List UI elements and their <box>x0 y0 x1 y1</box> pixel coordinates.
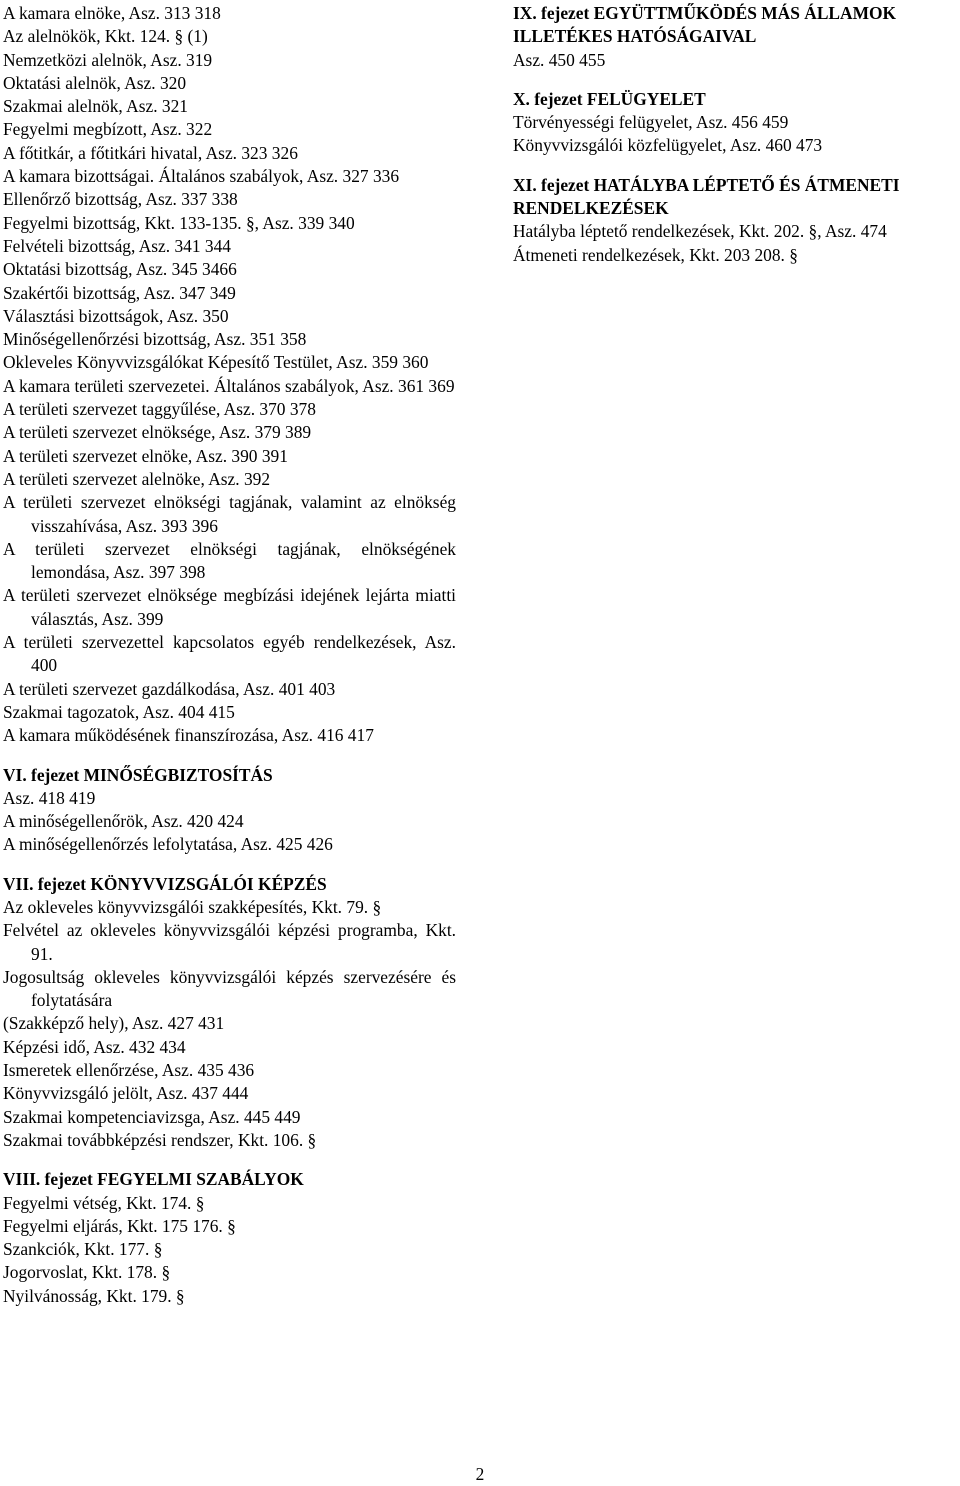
toc-entry: A területi szervezet elnöksége, Asz. 379 389 <box>3 422 312 443</box>
toc-entry: Az okleveles könyvvizsgálói szakképesítés, Kkt. 79. § <box>3 896 382 917</box>
toc-entry: A területi szervezet elnöke, Asz. 390 391 <box>3 445 288 466</box>
toc-entry: Ellenőrző bizottság, Asz. 337 338 <box>3 189 238 210</box>
section-x <box>513 88 958 158</box>
section-heading: VIII. fejezet FEGYELMI SZABÁLYOK <box>3 1169 304 1190</box>
toc-entry: Felvételi bizottság, Asz. 341 344 <box>3 235 231 256</box>
right-column <box>513 2 958 267</box>
toc-entry: A minőségellenőrzés lefolytatása, Asz. 425 426 <box>3 834 333 855</box>
section-ix <box>513 2 958 72</box>
toc-entry: Választási bizottságok, Asz. 350 <box>3 305 229 326</box>
toc-entry: Szakmai alelnök, Asz. 321 <box>3 96 188 117</box>
toc-entry: A területi szervezet elnökségi tagjának, valamint az elnökség visszahívása, Asz. 393 396 <box>3 492 456 536</box>
toc-entry: Fegyelmi megbízott, Asz. 322 <box>3 119 213 140</box>
toc-entry: Könyvvizsgáló jelölt, Asz. 437 444 <box>3 1083 249 1104</box>
toc-entry: Nyilvánosság, Kkt. 179. § <box>3 1285 185 1306</box>
toc-entry: A területi szervezet alelnöke, Asz. 392 <box>3 468 271 489</box>
toc-entry: Jogorvoslat, Kkt. 178. § <box>3 1262 171 1283</box>
toc-entry: Törvényességi felügyelet, Asz. 456 459 <box>513 112 789 133</box>
toc-entry: Szankciók, Kkt. 177. § <box>3 1239 163 1260</box>
toc-entry: Felvétel az okleveles könyvvizsgálói képzési programba, Kkt. 91. <box>3 920 456 964</box>
toc-entry: Szakmai tagozatok, Asz. 404 415 <box>3 701 235 722</box>
left-column <box>3 2 456 1308</box>
toc-entry: A kamara elnöke, Asz. 313 318 <box>3 3 221 23</box>
section-heading: IX. fejezet EGYÜTTMŰKÖDÉS MÁS ÁLLAMOK ILLETÉKES HATÓSÁGAIVAL <box>513 3 897 47</box>
toc-entry: Szakmai kompetenciavizsga, Asz. 445 449 <box>3 1106 301 1127</box>
section-vii <box>3 873 456 1153</box>
toc-entry: Szakértői bizottság, Asz. 347 349 <box>3 282 236 303</box>
toc-entry: Oktatási alelnök, Asz. 320 <box>3 72 187 93</box>
toc-entry: Jogosultság okleveles könyvvizsgálói képzés szervezésére és folytatására <box>3 966 456 1011</box>
toc-entry: A területi szervezet gazdálkodása, Asz. 401 403 <box>3 678 336 699</box>
section-vi <box>3 764 456 857</box>
toc-entry: A területi szervezet elnökségi tagjának, elnökségének lemondása, Asz. 397 398 <box>3 538 456 583</box>
toc-entry: A kamara bizottságai. Általános szabályok, Asz. 327 336 <box>3 166 400 187</box>
toc-entry: Szakmai továbbképzési rendszer, Kkt. 106. § <box>3 1129 317 1150</box>
toc-entry: A minőségellenőrök, Asz. 420 424 <box>3 811 244 832</box>
toc-entry: Képzési idő, Asz. 432 434 <box>3 1036 186 1057</box>
toc-entry: Oktatási bizottság, Asz. 345 3466 <box>3 259 237 280</box>
top-entries <box>3 2 456 748</box>
section-heading: VII. fejezet KÖNYVVIZSGÁLÓI KÉPZÉS <box>3 873 327 894</box>
toc-entry: Hatályba léptető rendelkezések, Kkt. 202. §, Asz. 474 <box>513 221 887 242</box>
toc-entry: Fegyelmi vétség, Kkt. 174. § <box>3 1192 205 1213</box>
toc-entry: A kamara működésének finanszírozása, Asz. 416 417 <box>3 725 374 746</box>
toc-entry: Ismeretek ellenőrzése, Asz. 435 436 <box>3 1060 255 1081</box>
toc-entry: A kamara területi szervezetei. Általános szabályok, Asz. 361 369 <box>3 375 455 396</box>
toc-entry: Asz. 418 419 <box>3 787 96 808</box>
toc-entry: Nemzetközi alelnök, Asz. 319 <box>3 49 213 70</box>
section-heading: XI. fejezet HATÁLYBA LÉPTETŐ ÉS ÁTMENETI RENDELKEZÉSEK <box>513 174 900 219</box>
toc-entry: Fegyelmi bizottság, Kkt. 133-135. §, Asz. 339 340 <box>3 212 355 233</box>
toc-entry: Fegyelmi eljárás, Kkt. 175 176. § <box>3 1215 236 1236</box>
section-viii <box>3 1168 456 1308</box>
toc-entry: Okleveles Könyvvizsgálókat Képesítő Testület, Asz. 359 360 <box>3 352 429 373</box>
toc-entry: A területi szervezet taggyűlése, Asz. 370 378 <box>3 399 316 420</box>
toc-entry: Átmeneti rendelkezések, Kkt. 203 208. § <box>513 244 798 265</box>
toc-entry: A területi szervezettel kapcsolatos egyéb rendelkezések, Asz. 400 <box>3 632 456 676</box>
toc-entry: Asz. 450 455 <box>513 49 606 70</box>
page-number: 2 <box>475 1464 485 1484</box>
section-xi <box>513 174 958 267</box>
toc-entry: Minőségellenőrzési bizottság, Asz. 351 358 <box>3 329 307 350</box>
toc-entry: Az alelnökök, Kkt. 124. § (1) <box>3 26 208 47</box>
toc-entry: A főtitkár, a főtitkári hivatal, Asz. 323 326 <box>3 142 298 163</box>
section-heading: VI. fejezet MINŐSÉGBIZTOSÍTÁS <box>3 764 273 785</box>
section-heading: X. fejezet FELÜGYELET <box>513 88 706 109</box>
toc-entry: A területi szervezet elnöksége megbízási idejének lejárta miatti választás, Asz. 399 <box>3 585 456 629</box>
toc-entry: (Szakképző hely), Asz. 427 431 <box>3 1013 225 1034</box>
toc-entry: Könyvvizsgálói közfelügyelet, Asz. 460 473 <box>513 135 823 156</box>
